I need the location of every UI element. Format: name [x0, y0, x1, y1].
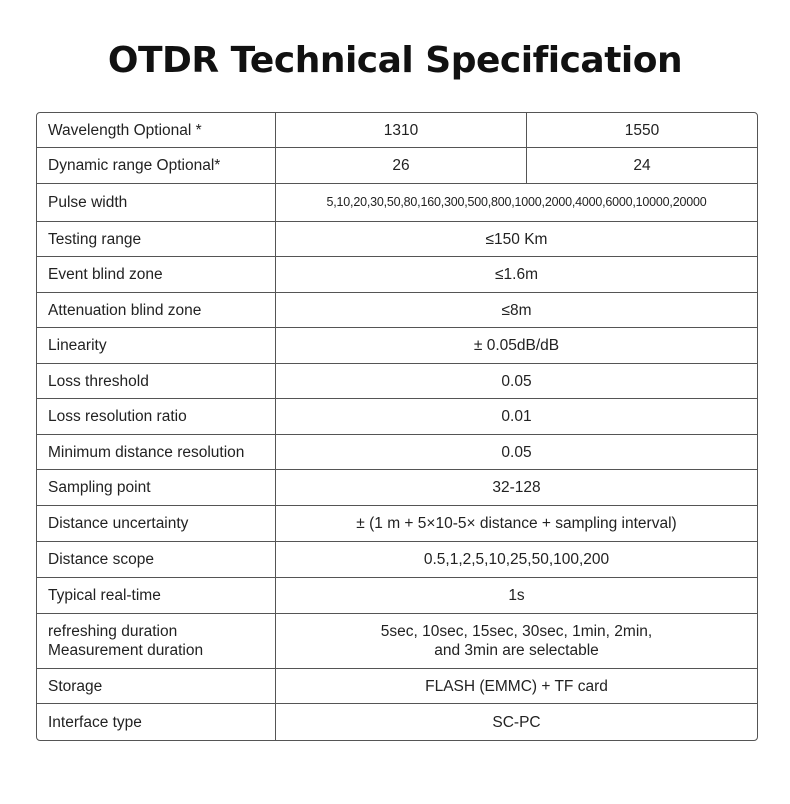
table-row: [37, 435, 757, 470]
label-line-refreshing: refreshing duration: [48, 623, 178, 640]
value-distance-uncertainty: ± (1 m + 5×10-5× distance + sampling interval): [276, 506, 757, 542]
value-typical-realtime: 1s: [276, 578, 757, 614]
row-label-refreshing-duration: [37, 614, 276, 669]
page-title: OTDR Technical Specification: [107, 40, 683, 81]
row-label-wavelength: Wavelength Optional *: [37, 113, 276, 148]
value-testing-range: ≤150 Km: [276, 222, 757, 257]
value-pulse-width: 5,10,20,30,50,80,160,300,500,800,1000,2000,4000,6000,10000,20000: [276, 184, 757, 222]
value-sampling-point: 32-128: [276, 470, 757, 506]
row-label-event-blind-zone: Event blind zone: [37, 257, 276, 293]
table-row: [37, 399, 757, 435]
table-row: [37, 328, 757, 364]
value-interface-type: SC-PC: [492, 713, 541, 731]
value-line-1: 5sec, 10sec, 15sec, 30sec, 1min, 2min,: [380, 623, 653, 640]
table-row: [37, 113, 757, 148]
row-label-loss-threshold: Loss threshold: [37, 364, 276, 399]
table-row: [37, 184, 757, 222]
row-label-testing-range: Testing range: [37, 222, 276, 257]
row-label-attenuation-blind-zone: Attenuation blind zone: [37, 293, 276, 328]
value-linearity: ± 0.05dB/dB: [276, 328, 757, 364]
row-label-linearity: Linearity: [37, 328, 276, 364]
value-storage: FLASH (EMMC) + TF card: [276, 669, 757, 704]
value-refreshing-duration: [276, 614, 757, 669]
table-row: [37, 257, 757, 293]
table-row: [37, 704, 757, 740]
value-wavelength-1550: 1550: [527, 113, 757, 148]
table-row: [37, 614, 757, 669]
table-row: [37, 148, 757, 184]
value-distance-scope: 0.5,1,2,5,10,25,50,100,200: [276, 542, 757, 578]
spec-table: [36, 112, 758, 741]
label-line-measurement: Measurement duration: [48, 642, 204, 659]
row-label-storage: Storage: [37, 669, 276, 704]
table-row: [37, 222, 757, 257]
row-label-distance-scope: Distance scope: [37, 542, 276, 578]
value-loss-resolution: 0.01: [276, 399, 757, 435]
table-row: [37, 470, 757, 506]
row-label-distance-uncertainty: Distance uncertainty: [37, 506, 276, 542]
table-row: [37, 506, 757, 542]
table-row: [37, 542, 757, 578]
table-row: [37, 364, 757, 399]
row-label-interface-type: Interface type: [37, 704, 276, 740]
table-row: [37, 293, 757, 328]
value-min-distance-resolution: 0.05: [276, 435, 757, 470]
value-dynamic-range-1: 26: [276, 148, 527, 184]
row-label-dynamic-range: Dynamic range Optional*: [37, 148, 276, 184]
value-line-2: and 3min are selectable: [434, 642, 599, 659]
table-row: [37, 669, 757, 704]
value-wavelength-1310: 1310: [276, 113, 527, 148]
row-label-min-distance-resolution: Minimum distance resolution: [37, 435, 276, 470]
row-label-pulse-width: Pulse width: [37, 184, 276, 222]
row-label-sampling-point: Sampling point: [37, 470, 276, 506]
value-event-blind-zone: ≤1.6m: [276, 257, 757, 293]
value-attenuation-blind-zone: ≤8m: [276, 293, 757, 328]
row-label-typical-realtime: Typical real-time: [37, 578, 276, 614]
value-dynamic-range-2: 24: [527, 148, 757, 184]
value-loss-threshold: 0.05: [276, 364, 757, 399]
row-label-loss-resolution: Loss resolution ratio: [37, 399, 276, 435]
table-row: [37, 578, 757, 614]
